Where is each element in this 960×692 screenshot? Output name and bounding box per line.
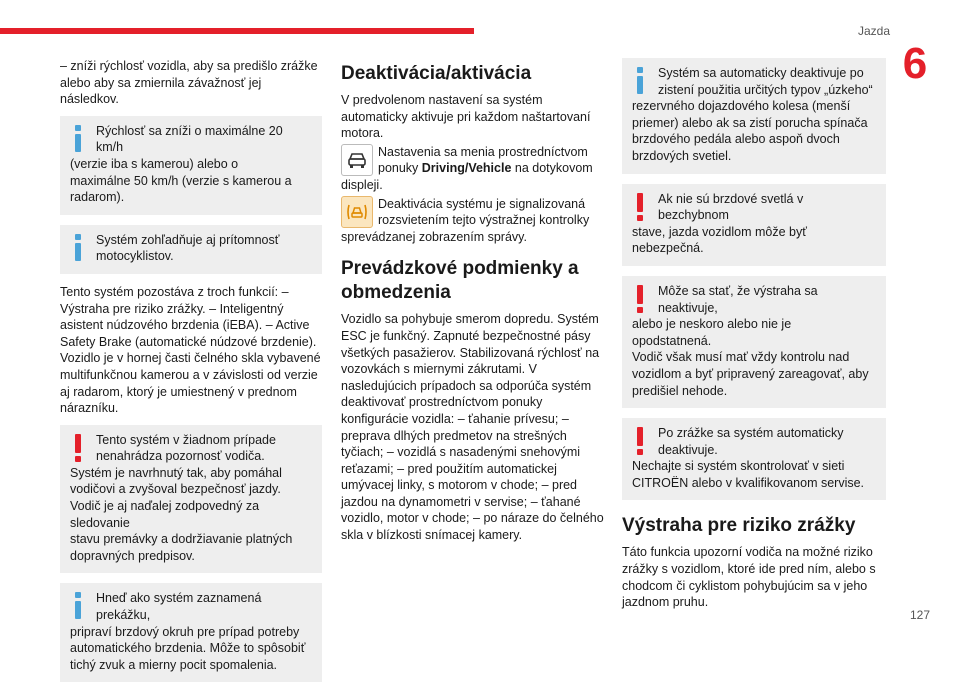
car-settings-icon	[341, 144, 373, 176]
collision-alert-lamp-icon	[341, 196, 373, 228]
collision-warning-paragraph: Táto funkcia upozorní vodiča na možné riziko zrážky s vozidlom, ktoré ide pred ním, alebo s chodcom či cyklistom pohybujúcim sa v jeho jazdnom pruhu.	[622, 545, 876, 610]
info-icon	[70, 232, 86, 262]
warning-icon	[632, 283, 648, 313]
warning-icon	[632, 191, 648, 221]
warning-icon	[632, 425, 648, 455]
settings-row: Nastavenia sa menia prostredníctvom ponuky Driving/Vehicle na dotykovom displeji.	[341, 144, 593, 192]
heading-conditions: Prevádzkové podmienky a obmedzenia	[341, 258, 579, 304]
warning-icon	[70, 432, 86, 462]
functions-paragraph: Tento systém pozostáva z troch funkcií: – Výstraha pre riziko zrážky. – Inteligentný asistent núdzového brzdenia (iEBA). – Active Safety Brake (automatické núdzové brzdenie). Vozidlo je v hornej časti čelného skla vybavené multifunkčnou kamerou a v závislosti od verzie aj radarom, ktorý je umiestnený v prednom nárazníku.	[60, 284, 321, 416]
info-icon	[632, 65, 648, 95]
deactivation-signal-row: Deaktivácia systému je signalizovaná rozsvietením tejto výstražnej kontrolky sprevádzanej zobrazením správy.	[341, 196, 590, 244]
conditions-paragraph: Vozidlo sa pohybuje smerom dopredu. Systém ESC je funkčný. Zapnuté bezpečnostné pásy všetkých pasažierov. Stabilizovaná rýchlosť na vozovkách s miernymi zákrutami. V nasledujúcich prípadoch sa odporúča systém deaktivovať prostredníctvom ponuky konfigurácie vozidla: – ťahanie prívesu; – preprava dlhých predmetov na strešných tyčiach; – vozidlá s nasadenými snehovými reťazami; – pred použitím automatickej umývacej linky, s motorom v chode; – pred jazdou na dynamometri v servise; – ťahané vozidlo, motor v chode; – po náraze do čelného skla v blízkosti snímacej kamery.	[341, 312, 604, 543]
warning-note-after-collision: Po zrážke sa systém automaticky deaktivuje. Nechajte si systém skontrolovať v sieti CITROËN alebo v kvalifikovanom servise.	[622, 418, 886, 500]
column-3	[622, 58, 886, 613]
chapter-number: 6	[902, 39, 928, 88]
section-title: Jazda	[857, 24, 890, 38]
info-note-obstacle: Hneď ako systém zaznamená prekážku, pripraví brzdový okruh pre prípad potreby automatického brzdenia. Môže to spôsobiť tichý zvuk a mierny pocit spomalenia.	[60, 583, 322, 682]
heading-deactivation: Deaktivácia/aktivácia	[341, 63, 532, 84]
info-note-motorcycles: Systém zohľadňuje aj prítomnosť motocyklistov.	[60, 225, 322, 274]
deactivation-paragraph: V predvolenom nastavení sa systém automaticky aktivuje pri každom naštartovaní motora.	[341, 93, 591, 141]
info-icon	[70, 123, 86, 153]
info-note-spare-wheel: Systém sa automaticky deaktivuje po zistení použitia určitých typov „úzkeho“ rezervného dojazdového kolesa (menší priemer) alebo ak sa zistí porucha spínača brzdového pedála alebo aspoň dvoch brzdových svetiel.	[622, 58, 886, 174]
column-1	[60, 58, 322, 692]
heading-collision-warning: Výstraha pre riziko zrážky	[622, 515, 856, 537]
warning-note-brake-lights: Ak nie sú brzdové svetlá v bezchybnom stave, jazda vozidlom môže byť nebezpečná.	[622, 184, 886, 266]
info-note-speed: Rýchlosť sa zníži o maximálne 20 km/h (verzie iba s kamerou) alebo o maximálne 50 km/h (verzie s kamerou a radarom).	[60, 116, 322, 215]
column-2	[341, 58, 605, 546]
page-number: 127	[909, 608, 930, 622]
header-accent-bar	[0, 28, 474, 34]
warning-note-attention: Tento systém v žiadnom prípade nenahrádza pozornosť vodiča. Systém je navrhnutý tak, aby pomáhal vodičovi a zvyšoval bezpečnosť jazdy. Vodič je aj naďalej zodpovedný za sledovanie stavu premávky a dodržiavanie platných dopravných predpisov.	[60, 425, 322, 574]
intro-paragraph: – zníži rýchlosť vozidla, aby sa predišlo zrážke alebo aby sa zmiernila závažnosť jej následkov.	[60, 59, 318, 107]
info-icon	[70, 590, 86, 620]
warning-note-alert-reliability: Môže sa stať, že výstraha sa neaktivuje, alebo je neskoro alebo nie je opodstatnená. Vodič však musí mať vždy kontrolu nad vozidlom a byť pripravený zareagovať, aby predišiel nehode.	[622, 276, 886, 408]
